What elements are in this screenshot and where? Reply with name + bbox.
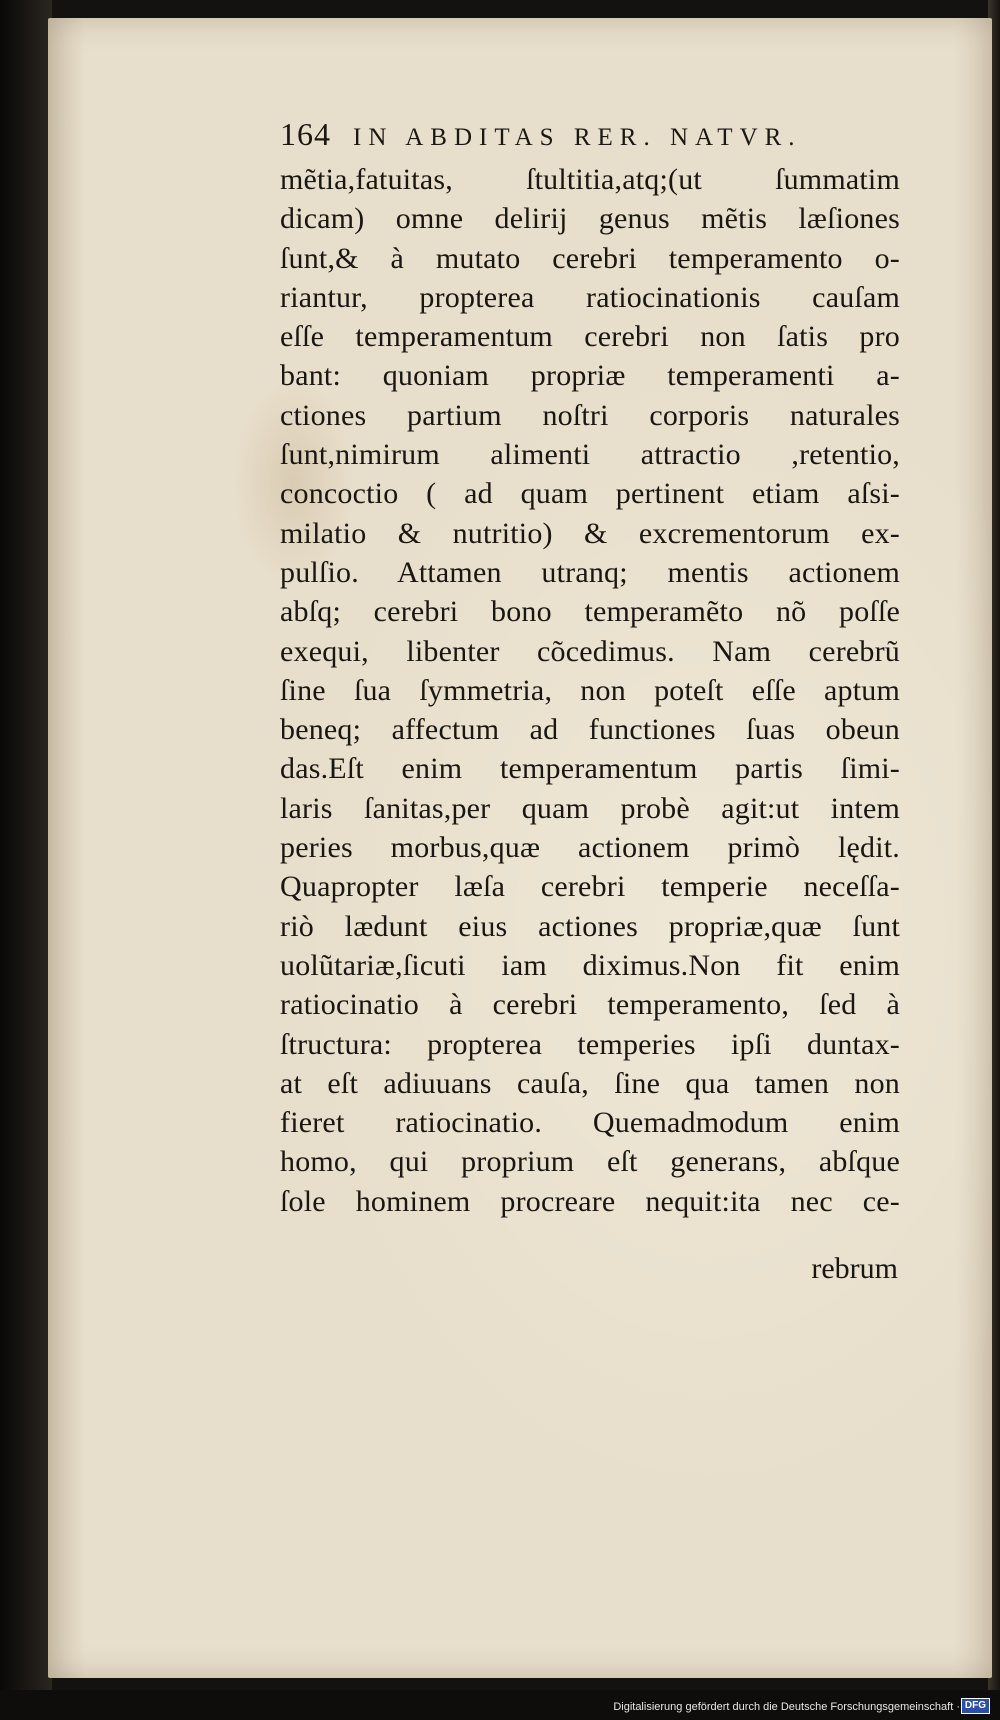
text-line-26: homo, qui proprium eſt generans, abſque xyxy=(280,1145,900,1179)
text-block xyxy=(280,160,900,1221)
catchword: rebrum xyxy=(811,1252,898,1285)
text-line-3: ſunt,& à mutato cerebri temperamento o- xyxy=(280,241,900,275)
text-line-16: das.Eſt enim temperamentum partis ſimi- xyxy=(280,752,900,786)
text-line-10: milatio & nutritio) & excrementorum ex- xyxy=(280,516,900,550)
text-line-9: concoctio ( ad quam pertinent etiam aſsi- xyxy=(280,477,900,511)
text-line-4: riantur, propterea ratiocinationis cauſam xyxy=(280,280,900,314)
text-line-8: ſunt,nimirum alimenti attractio ,retentio, xyxy=(280,438,900,472)
text-line-7: ctiones partium noſtri corporis naturales xyxy=(280,398,900,432)
text-line-11: pulſio. Attamen utranq; mentis actionem xyxy=(280,555,900,589)
text-line-13: exequi, libenter cõcedimus. Nam cerebrũ xyxy=(280,634,900,668)
dfg-logo-icon: DFG xyxy=(961,1698,990,1714)
text-line-5: eſſe temperamentum cerebri non ſatis pro xyxy=(280,320,900,354)
folio-number: 164 xyxy=(280,116,331,152)
text-line-12: abſq; cerebri bono temperamẽto nõ poſſe xyxy=(280,595,900,629)
text-line-6: bant: quoniam propriæ temperamenti a- xyxy=(280,359,900,393)
text-line-19: Quapropter læſa cerebri temperie neceſſa- xyxy=(280,870,900,904)
text-line-17: laris ſanitas,per quam probè agit:ut intem xyxy=(280,791,900,825)
page-header xyxy=(280,116,920,156)
running-head: IN ABDITAS RER. NATVR. xyxy=(353,124,802,151)
text-line-25: fieret ratiocinatio. Quemadmodum enim xyxy=(280,1106,900,1140)
text-line-14: ſine ſua ſymmetria, non poteſt eſſe aptum xyxy=(280,673,900,707)
text-line-24: at eſt adiuuans cauſa, ſine qua tamen non xyxy=(280,1066,900,1100)
book-spine xyxy=(0,0,52,1720)
digitization-footer xyxy=(0,1690,1000,1720)
text-line-21: uolũtariæ,ſicuti iam diximus.Non fit enim xyxy=(280,948,900,982)
text-line-15: beneq; affectum ad functiones ſuas obeun xyxy=(280,713,900,747)
text-line-23: ſtructura: propterea temperies ipſi duntax- xyxy=(280,1027,900,1061)
text-line-27: ſole hominem procreare nequit:ita nec ce- xyxy=(280,1184,900,1218)
text-line-18: peries morbus,quæ actionem primò lędit. xyxy=(280,831,900,865)
text-line-22: ratiocinatio à cerebri temperamento, ſed à xyxy=(280,988,900,1022)
text-line-2: dicam) omne delirij genus mẽtis læſiones xyxy=(280,202,900,236)
digitization-credit: Digitalisierung gefördert durch die Deutsche Forschungsgemeinschaft · xyxy=(613,1701,960,1713)
text-line-1: mẽtia,fatuitas, ſtultitia,atq;(ut ſummatim xyxy=(280,163,900,196)
text-line-20: riò lædunt eius actiones propriæ,quæ ſunt xyxy=(280,909,900,943)
